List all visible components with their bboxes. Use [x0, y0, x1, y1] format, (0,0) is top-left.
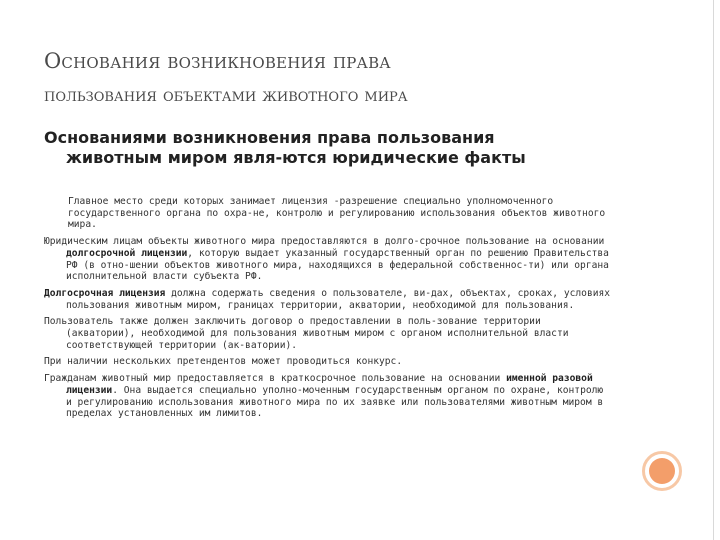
paragraph-text: Гражданам животный мир предоставляется в краткосрочное пользование на основании	[44, 373, 507, 385]
paragraph-text: Пользователь также должен заключить договор о предоставлении в поль-зование территории (акватории), необходимой для пользования животным миром с органом исполнительной власти соответствующей территории (ак-ватории).	[44, 316, 569, 351]
slide-title-line-2: пользования объектами животного мира	[44, 84, 408, 106]
body-paragraph	[44, 373, 614, 420]
slide-edge-rule	[713, 0, 714, 540]
body-paragraph	[44, 356, 614, 368]
emphasized-term: Долгосрочная лицензия	[44, 287, 166, 299]
emphasized-term: именной разовой лицензии	[66, 373, 593, 396]
slide-subtitle	[44, 128, 664, 168]
body-paragraph	[44, 236, 614, 283]
paragraph-text: Юридическим лицам объекты животного мира предоставляются в долго-срочное пользование на основании	[44, 236, 605, 248]
body-paragraph	[46, 196, 614, 231]
body-paragraph	[44, 288, 614, 311]
emphasized-term: долгосрочной лицензии	[66, 247, 188, 259]
paragraph-text: , которую выдает указанный государственный орган по решению Правительства РФ (в отно-шении объектов животного мира, находящихся в федеральной собственнос-ти) или органа исполнительной власти субъекта РФ.	[66, 247, 609, 283]
body-paragraph	[44, 316, 614, 351]
paragraph-text: . Она выдается специально уполно-моченным государственным органом по охране, контролю и регулированию использования животного мира по их заявке или пользователями животным миром в пределах установленных им лимитов.	[66, 384, 604, 420]
paragraph-text: Главное место среди которых занимает лицензия -разрешение специально уполномоченного государственного органа по охра-не, контролю и регулированию использования объектов животного мира.	[68, 196, 606, 231]
decorative-circle-icon	[642, 451, 682, 491]
paragraph-text: При наличии нескольких претендентов может проводиться конкурс.	[44, 356, 403, 368]
slide-subtitle-line-1: Основаниями возникновения права пользования	[44, 128, 495, 147]
slide-body	[44, 196, 614, 425]
slide-title	[44, 46, 644, 110]
slide-title-line-1: Основания возникновения права	[44, 49, 391, 73]
paragraph-text: должна содержать сведения о пользователе, ви-дах, объектах, сроках, условиях пользования животным миром, границах территории, акватории, необходимой для пользования.	[66, 287, 611, 311]
slide-subtitle-line-2: животным миром явля-ются юридические факты	[66, 148, 526, 167]
